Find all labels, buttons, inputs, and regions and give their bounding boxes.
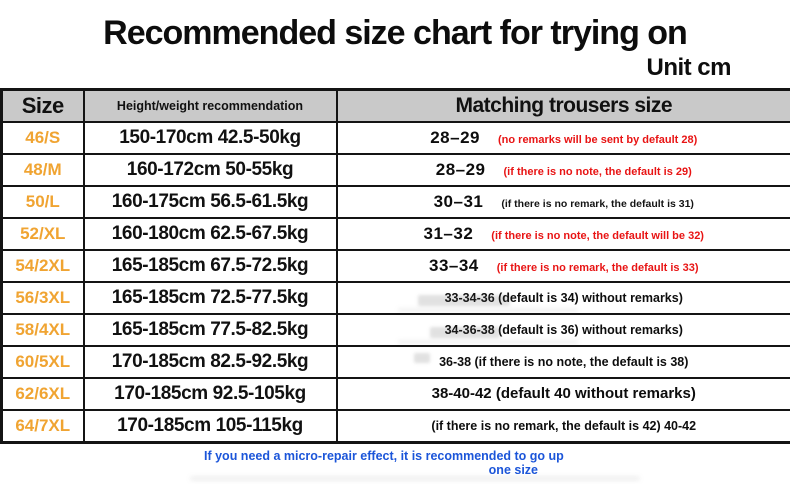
matching-trousers-cell <box>337 314 790 346</box>
trousers-remark: 38-40-42 (default 40 without remarks) <box>431 385 696 402</box>
trousers-remark: (if there is no note, the default is 29) <box>503 166 692 178</box>
trousers-remark: (if there is no remark, the default is 33) <box>496 262 699 274</box>
size-cell: 58/4XL <box>2 314 84 346</box>
trousers-range: 30–31 <box>433 192 484 211</box>
matching-trousers-cell <box>337 250 790 282</box>
page-title: Recommended size chart for trying on <box>103 14 687 52</box>
matching-trousers-cell <box>337 154 790 186</box>
table-header-row <box>2 90 790 123</box>
height-weight-cell: 170-185cm 105-115kg <box>84 410 337 443</box>
height-weight-cell: 170-185cm 82.5-92.5kg <box>84 346 337 378</box>
size-cell: 50/L <box>2 186 84 218</box>
size-cell: 46/S <box>2 122 84 154</box>
matching-trousers-cell <box>337 218 790 250</box>
table-row <box>2 410 790 443</box>
trousers-remark: (if there is no remark, the default is 42) 40-42 <box>431 419 697 433</box>
table-row <box>2 378 790 410</box>
table-row <box>2 186 790 218</box>
table-body <box>2 122 790 443</box>
size-cell: 54/2XL <box>2 250 84 282</box>
table-row <box>2 250 790 282</box>
trousers-remark: 34-36-38 (default is 36) without remarks) <box>444 323 683 337</box>
table-row <box>2 314 790 346</box>
size-cell: 52/XL <box>2 218 84 250</box>
matching-trousers-cell <box>337 346 790 378</box>
column-header-matching-trousers: Matching trousers size <box>337 90 790 123</box>
table-row <box>2 218 790 250</box>
matching-trousers-cell <box>337 122 790 154</box>
height-weight-cell: 160-175cm 56.5-61.5kg <box>84 186 337 218</box>
column-header-size: Size <box>2 90 84 123</box>
trousers-remark: (no remarks will be sent by default 28) <box>498 134 698 146</box>
table-row <box>2 154 790 186</box>
table-row <box>2 346 790 378</box>
size-cell: 62/6XL <box>2 378 84 410</box>
matching-trousers-cell <box>337 186 790 218</box>
size-cell: 64/7XL <box>2 410 84 443</box>
trousers-remark: (if there is no note, the default will be 32) <box>491 230 704 242</box>
footer-note <box>204 449 564 477</box>
height-weight-cell: 165-185cm 77.5-82.5kg <box>84 314 337 346</box>
size-cell: 48/M <box>2 154 84 186</box>
table-row <box>2 122 790 154</box>
height-weight-cell: 160-180cm 62.5-67.5kg <box>84 218 337 250</box>
unit-label: Unit cm <box>646 54 731 81</box>
trousers-range: 31–32 <box>423 224 474 243</box>
trousers-remark: 36-38 (if there is no note, the default is 38) <box>439 355 689 369</box>
size-cell: 60/5XL <box>2 346 84 378</box>
height-weight-cell: 150-170cm 42.5-50kg <box>84 122 337 154</box>
column-header-height-weight: Height/weight recommendation <box>84 90 337 123</box>
matching-trousers-cell <box>337 378 790 410</box>
footer-note-line1: If you need a micro-repair effect, it is recommended to go up <box>204 449 564 463</box>
trousers-range: 33–34 <box>428 256 479 275</box>
size-chart-table <box>0 88 790 444</box>
trousers-remark: 33-34-36 (default is 34) without remarks) <box>444 291 683 305</box>
matching-trousers-cell <box>337 282 790 314</box>
height-weight-cell: 170-185cm 92.5-105kg <box>84 378 337 410</box>
size-cell: 56/3XL <box>2 282 84 314</box>
trousers-range: 28–29 <box>430 128 480 147</box>
height-weight-cell: 165-185cm 72.5-77.5kg <box>84 282 337 314</box>
trousers-range: 28–29 <box>435 160 486 179</box>
height-weight-cell: 165-185cm 67.5-72.5kg <box>84 250 337 282</box>
table-row <box>2 282 790 314</box>
trousers-remark: (if there is no remark, the default is 31) <box>501 198 694 210</box>
matching-trousers-cell <box>337 410 790 443</box>
footer-note-line2: one size <box>488 463 538 477</box>
height-weight-cell: 160-172cm 50-55kg <box>84 154 337 186</box>
